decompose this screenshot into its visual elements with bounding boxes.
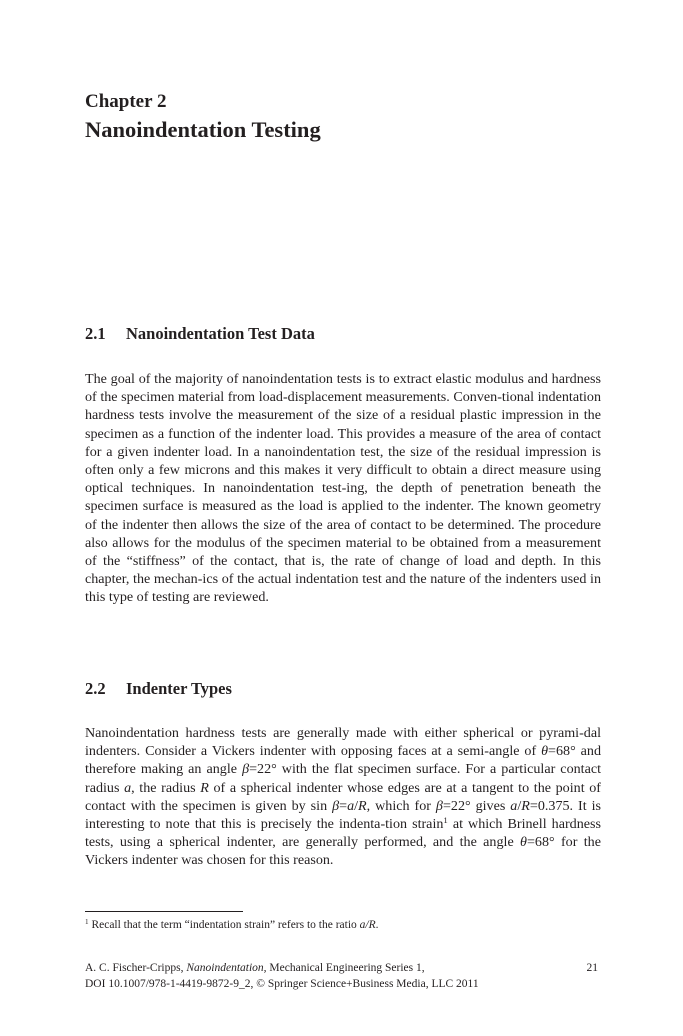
footnote-math: a/R (359, 919, 376, 931)
math-symbol: R (200, 779, 209, 796)
page-footer (85, 961, 601, 992)
footnote-marker: 1 (85, 918, 89, 927)
text-run: =68° and therefore making an angle (85, 743, 601, 778)
footnote (85, 918, 379, 932)
footer-series: Mechanical Engineering Series 1, (266, 962, 425, 974)
footer-book-title: Nanoindentation, (186, 962, 267, 974)
page (85, 0, 601, 1036)
section-2-2-paragraph (85, 724, 601, 870)
text-run: , which for (366, 797, 436, 814)
text-run: =22° with the flat specimen surface. For a particular contact radius (85, 761, 601, 796)
text-run: of a spherical indenter whose edges are at a tangent to the point of contact with the specimen is given by sin (85, 779, 601, 814)
math-symbol: a (510, 797, 518, 814)
footnote-divider (85, 911, 243, 912)
section-title: Indenter Types (126, 679, 232, 698)
section-number: 2.1 (85, 324, 106, 343)
math-symbol: θ (541, 743, 549, 760)
chapter-label: Chapter 2 (85, 91, 167, 112)
page-number: 21 (586, 962, 598, 974)
footnote-reference[interactable]: 1 (443, 815, 448, 826)
text-run: Nanoindentation hardness tests are generally made with either spherical or pyrami-dal indenters. Consider a Vickers indenter with opposing faces at a semi-angle of (85, 725, 601, 760)
text-run: = (339, 797, 348, 814)
math-symbol: R (358, 797, 367, 814)
section-title: Nanoindentation Test Data (126, 324, 315, 343)
math-symbol: a (347, 797, 355, 814)
text-run: at which Brinell hardness tests, using a spherical indenter, are generally performed, and the angle (85, 816, 601, 851)
section-heading-2-2 (85, 679, 232, 699)
text-run: =0.375. It is interesting to note that this is precisely the indenta-tion strain (85, 797, 601, 833)
math-symbol: θ (520, 834, 527, 851)
math-symbol: R (521, 797, 530, 814)
section-number: 2.2 (85, 679, 106, 698)
doi-line: DOI 10.1007/978-1-4419-9872-9_2, © Springer Science+Business Media, LLC 2011 (85, 977, 479, 990)
math-symbol: β (242, 761, 250, 778)
chapter-title: Nanoindentation Testing (85, 117, 321, 142)
footnote-text: Recall that the term “indentation strain” refers to the ratio (88, 919, 360, 931)
text-run: =22° gives (442, 797, 511, 814)
section-heading-2-1 (85, 324, 315, 344)
citation-line (85, 961, 601, 977)
text-run: / (517, 797, 522, 814)
math-symbol: a (124, 779, 132, 796)
text-run: , the radius (131, 779, 201, 796)
section-2-1-paragraph: The goal of the majority of nanoindentation tests is to extract elastic modulus and hardness of the specimen material from load-displacement measurements. Conven-tional indentation hardness tests involve the measurement of the size of a residual plastic impression in the specimen as a function of the indenter load. This provides a measure of the area of contact for a given indenter load. In a nanoindentation test, the size of the residual impression is often only a few microns and this makes it very difficult to obtain a direct measure using optical techniques. In nanoindentation test-ing, the depth of penetration beneath the specimen surface is measured as the load is applied to the indenter. The known geometry of the indenter then allows the size of the area of contact to be determined. The procedure also allows for the modulus of the specimen material to be obtained from a measurement of the “stiffness” of the contact, that is, the rate of change of load and depth. In this chapter, the mechan-ics of the actual indentation test and the nature of the indenters used in this type of testing are reviewed. (85, 371, 601, 606)
text-run: =68° for the Vickers indenter was chosen for this reason. (85, 834, 601, 869)
math-symbol: β (332, 797, 340, 814)
footnote-end: . (375, 919, 379, 931)
math-symbol: β (435, 797, 443, 814)
footer-author: A. C. Fischer-Cripps, (85, 962, 187, 974)
text-run: / (354, 797, 359, 814)
